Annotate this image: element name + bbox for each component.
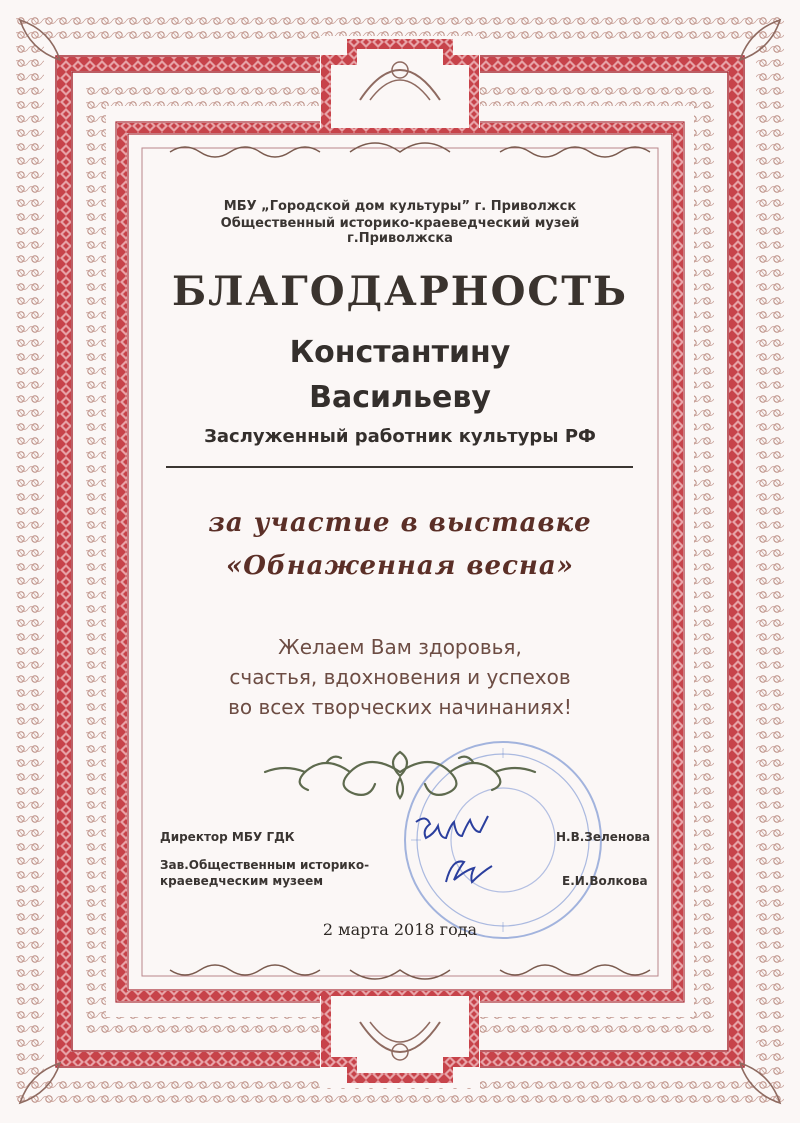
wish-line-1: Желаем Вам здоровья, bbox=[278, 635, 522, 659]
director-name: Н.В.Зеленова bbox=[556, 830, 651, 844]
bottom-ornament-row bbox=[170, 965, 650, 979]
certificate-title: БЛАГОДАРНОСТЬ bbox=[171, 268, 629, 315]
director-role: Директор МБУ ГДК bbox=[160, 830, 295, 844]
reason-line-1: за участие в выставке bbox=[208, 508, 592, 538]
museum-head-name: Е.И.Волкова bbox=[562, 874, 648, 888]
director-signature bbox=[410, 808, 500, 848]
central-ornament bbox=[255, 742, 545, 804]
organization-line-2: Общественный историко-краеведческий музей г.Приволжска bbox=[220, 216, 580, 246]
issue-date: 2 марта 2018 года bbox=[322, 920, 478, 939]
recipient-last-name: Васильеву bbox=[309, 380, 491, 415]
museum-head-signature bbox=[438, 852, 508, 888]
recipient-first-name: Константину bbox=[289, 335, 511, 370]
museum-role-line-2: краеведческим музеем bbox=[160, 874, 324, 888]
wish-line-3: во всех творческих начинаниях! bbox=[228, 695, 572, 719]
bottom-cartouche bbox=[320, 996, 480, 1088]
wish-line-2: счастья, вдохновения и успехов bbox=[229, 665, 571, 689]
top-cartouche bbox=[320, 36, 480, 128]
divider-line bbox=[166, 466, 633, 468]
recipient-honor: Заслуженный работник культуры РФ bbox=[204, 426, 596, 447]
museum-role-line-1: Зав.Общественным историко- bbox=[160, 858, 370, 872]
top-ornament-row bbox=[170, 143, 650, 157]
reason-line-2: «Обнаженная весна» bbox=[226, 551, 574, 581]
organization-line-1: МБУ „Городской дом культуры” г. Приволжск bbox=[223, 199, 577, 214]
